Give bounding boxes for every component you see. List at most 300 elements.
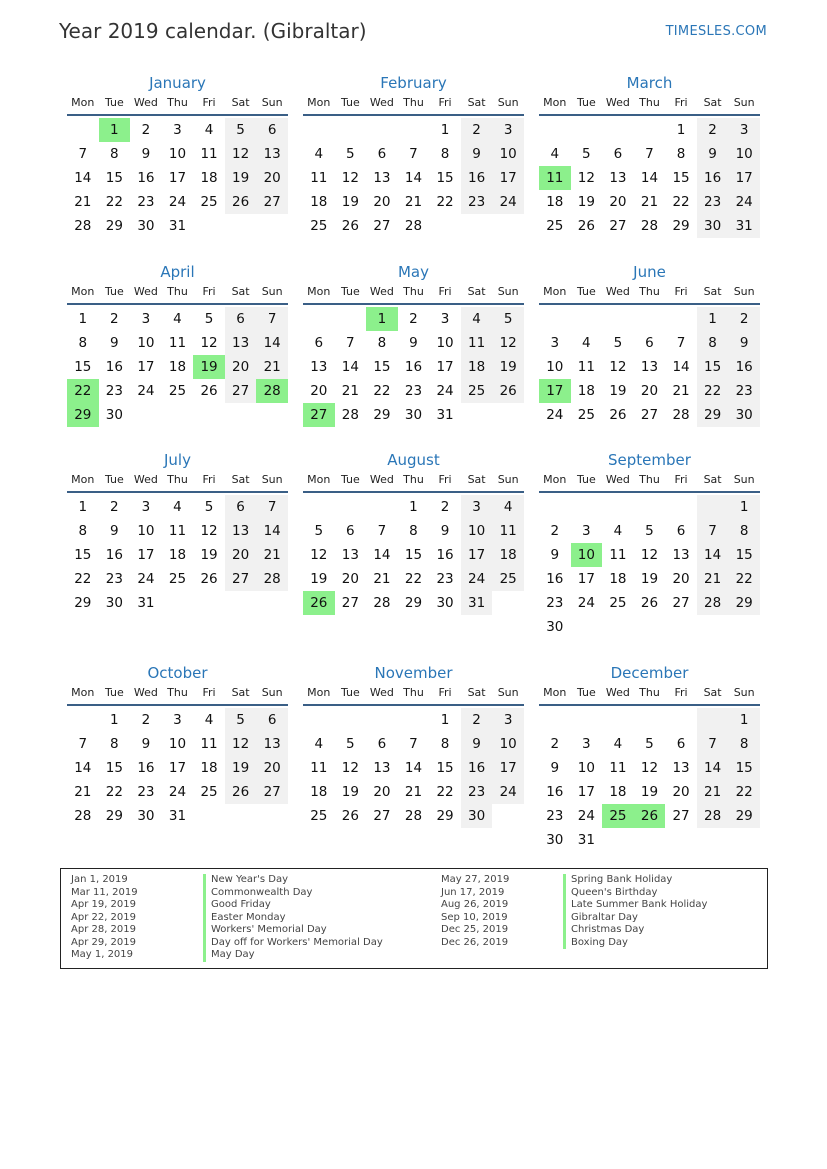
day-cell: 1 bbox=[110, 712, 119, 728]
day-cell: 6 bbox=[225, 307, 257, 331]
empty-day-cell bbox=[303, 708, 335, 732]
day-cell: 21 bbox=[74, 784, 92, 800]
brand-logo-text[interactable]: TIMESLES.COM bbox=[665, 24, 767, 39]
day-cell: 10 bbox=[137, 335, 155, 351]
day-cell: 29 bbox=[105, 808, 123, 824]
weekday-label: Tue bbox=[340, 96, 360, 109]
legend-holiday-name: New Year's Day bbox=[203, 874, 383, 887]
day-cell: 13 bbox=[672, 760, 690, 776]
month-february bbox=[303, 72, 524, 238]
weekday-label: Mon bbox=[307, 285, 331, 298]
day-cell: 30 bbox=[546, 619, 564, 635]
legend-date: Dec 26, 2019 bbox=[441, 936, 509, 948]
day-cell: 18 bbox=[577, 383, 595, 399]
month-june bbox=[539, 261, 760, 427]
day-cell: 23 bbox=[105, 383, 123, 399]
day-cell: 29 bbox=[404, 595, 423, 611]
day-cell: 24 bbox=[492, 190, 524, 214]
legend-holiday-name: Spring Bank Holiday bbox=[563, 874, 707, 887]
day-cell: 2 bbox=[141, 122, 151, 138]
day-cell: 27 bbox=[256, 190, 288, 214]
day-cell: 5 bbox=[346, 146, 355, 162]
day-cell: 15 bbox=[672, 170, 690, 186]
day-grid bbox=[303, 118, 524, 238]
day-cell: 1 bbox=[78, 499, 88, 515]
day-cell: 21 bbox=[256, 355, 288, 379]
day-cell: 23 bbox=[461, 780, 493, 804]
weekday-label: Fri bbox=[438, 473, 452, 486]
weekday-label: Tue bbox=[340, 473, 360, 486]
day-cell: 12 bbox=[492, 331, 524, 355]
empty-day-cell bbox=[67, 708, 99, 732]
day-cell: 21 bbox=[256, 543, 288, 567]
day-cell: 4 bbox=[613, 736, 623, 752]
day-cell: 24 bbox=[137, 571, 155, 587]
day-cell: 10 bbox=[436, 335, 454, 351]
day-cell: 27 bbox=[609, 218, 627, 234]
day-cell: 9 bbox=[697, 142, 729, 166]
weekday-label: Wed bbox=[605, 96, 630, 109]
day-cell: 16 bbox=[404, 359, 423, 375]
day-cell: 26 bbox=[225, 780, 257, 804]
day-cell: 25 bbox=[492, 567, 524, 591]
day-cell: 19 bbox=[640, 784, 659, 800]
day-cell: 6 bbox=[676, 736, 686, 752]
day-cell: 24 bbox=[436, 383, 454, 399]
weekday-label: Wed bbox=[133, 285, 158, 298]
day-cell: 20 bbox=[672, 571, 690, 587]
empty-day-cell bbox=[697, 495, 729, 519]
day-cell: 25 bbox=[577, 407, 595, 423]
day-cell: 29 bbox=[373, 407, 391, 423]
day-cell: 27 bbox=[303, 403, 335, 427]
day-cell: 28 bbox=[74, 218, 92, 234]
day-cell: 24 bbox=[577, 595, 595, 611]
empty-day-cell bbox=[571, 495, 603, 519]
day-cell: 5 bbox=[582, 146, 591, 162]
day-cell: 25 bbox=[546, 218, 564, 234]
day-cell: 12 bbox=[609, 359, 627, 375]
day-cell: 8 bbox=[110, 146, 119, 162]
day-cell: 2 bbox=[728, 307, 760, 331]
empty-day-cell bbox=[634, 708, 666, 732]
weekday-label: Sat bbox=[467, 686, 486, 699]
holiday-legend bbox=[60, 868, 768, 969]
day-cell: 23 bbox=[137, 194, 155, 210]
day-cell: 12 bbox=[310, 547, 328, 563]
weekday-header bbox=[303, 94, 524, 116]
day-cell: 27 bbox=[640, 407, 659, 423]
day-cell: 6 bbox=[256, 118, 288, 142]
day-cell: 20 bbox=[373, 194, 391, 210]
day-cell: 29 bbox=[436, 808, 454, 824]
day-grid bbox=[303, 708, 524, 828]
day-cell: 10 bbox=[577, 760, 595, 776]
day-cell: 20 bbox=[256, 166, 288, 190]
weekday-label: Mon bbox=[307, 686, 331, 699]
day-cell: 2 bbox=[110, 311, 119, 327]
day-cell: 1 bbox=[99, 118, 131, 142]
day-cell: 25 bbox=[168, 383, 187, 399]
weekday-label: Thu bbox=[167, 285, 188, 298]
day-cell: 11 bbox=[539, 166, 571, 190]
day-cell: 10 bbox=[492, 732, 524, 756]
empty-day-cell bbox=[335, 307, 367, 331]
empty-day-cell bbox=[366, 708, 398, 732]
day-cell: 12 bbox=[225, 732, 257, 756]
day-cell: 17 bbox=[168, 760, 187, 776]
day-cell: 27 bbox=[341, 595, 359, 611]
empty-day-cell bbox=[665, 495, 697, 519]
day-cell: 23 bbox=[546, 595, 564, 611]
day-cell: 13 bbox=[373, 760, 391, 776]
day-cell: 1 bbox=[78, 311, 88, 327]
day-cell: 3 bbox=[728, 118, 760, 142]
day-cell: 26 bbox=[341, 808, 359, 824]
legend-holiday-name: Queen's Birthday bbox=[563, 887, 707, 900]
day-cell: 16 bbox=[436, 547, 454, 563]
weekday-label: Mon bbox=[307, 473, 331, 486]
day-cell: 28 bbox=[404, 218, 423, 234]
weekday-label: Sat bbox=[703, 96, 722, 109]
legend-date: Mar 11, 2019 bbox=[71, 886, 138, 898]
day-cell: 14 bbox=[672, 359, 690, 375]
day-cell: 31 bbox=[137, 595, 155, 611]
day-cell: 9 bbox=[141, 146, 151, 162]
day-cell: 15 bbox=[728, 756, 760, 780]
day-cell: 4 bbox=[461, 307, 493, 331]
empty-day-cell bbox=[634, 118, 666, 142]
day-cell: 31 bbox=[168, 218, 187, 234]
legend-right-names bbox=[563, 874, 707, 949]
weekday-label: Sat bbox=[231, 473, 250, 486]
day-cell: 7 bbox=[697, 732, 729, 756]
weekday-label: Thu bbox=[403, 473, 424, 486]
day-cell: 5 bbox=[645, 523, 654, 539]
day-cell: 11 bbox=[310, 170, 328, 186]
day-cell: 21 bbox=[404, 194, 423, 210]
day-cell: 4 bbox=[314, 736, 324, 752]
weekday-label: Fri bbox=[202, 285, 216, 298]
weekday-label: Thu bbox=[403, 686, 424, 699]
empty-day-cell bbox=[335, 708, 367, 732]
weekday-label: Sun bbox=[497, 285, 519, 298]
weekday-label: Sat bbox=[703, 285, 722, 298]
day-cell: 28 bbox=[640, 218, 659, 234]
day-cell: 18 bbox=[609, 571, 627, 587]
empty-day-cell bbox=[539, 307, 571, 331]
page-title: Year 2019 calendar. (Gibraltar) bbox=[59, 19, 367, 43]
weekday-label: Mon bbox=[543, 285, 567, 298]
weekday-label: Wed bbox=[605, 285, 630, 298]
day-cell: 13 bbox=[225, 519, 257, 543]
day-cell: 18 bbox=[492, 543, 524, 567]
day-cell: 3 bbox=[141, 311, 151, 327]
weekday-label: Sun bbox=[261, 473, 283, 486]
day-cell: 3 bbox=[173, 712, 182, 728]
month-august bbox=[303, 449, 524, 615]
day-cell: 8 bbox=[728, 519, 760, 543]
weekday-label: Tue bbox=[576, 285, 596, 298]
day-cell: 24 bbox=[728, 190, 760, 214]
weekday-label: Sun bbox=[261, 285, 283, 298]
day-cell: 8 bbox=[440, 736, 450, 752]
day-cell: 7 bbox=[409, 146, 418, 162]
weekday-header bbox=[539, 471, 760, 493]
empty-day-cell bbox=[602, 708, 634, 732]
day-cell: 2 bbox=[440, 499, 450, 515]
day-cell: 23 bbox=[404, 383, 423, 399]
empty-day-cell bbox=[634, 495, 666, 519]
day-cell: 14 bbox=[697, 756, 729, 780]
day-cell: 12 bbox=[341, 760, 359, 776]
day-cell: 1 bbox=[728, 495, 760, 519]
day-cell: 14 bbox=[404, 760, 423, 776]
day-cell: 30 bbox=[697, 214, 729, 238]
day-cell: 26 bbox=[634, 804, 666, 828]
day-cell: 23 bbox=[546, 808, 564, 824]
day-cell: 29 bbox=[697, 403, 729, 427]
day-cell: 23 bbox=[461, 190, 493, 214]
day-cell: 31 bbox=[728, 214, 760, 238]
legend-holiday-name: Easter Monday bbox=[203, 912, 383, 925]
month-name: February bbox=[380, 74, 447, 92]
day-cell: 30 bbox=[546, 832, 564, 848]
legend-date: Jan 1, 2019 bbox=[71, 874, 128, 885]
day-cell: 9 bbox=[141, 736, 151, 752]
day-cell: 18 bbox=[461, 355, 493, 379]
day-cell: 25 bbox=[602, 804, 634, 828]
day-grid bbox=[67, 307, 288, 427]
day-cell: 17 bbox=[168, 170, 187, 186]
weekday-label: Wed bbox=[133, 686, 158, 699]
day-cell: 14 bbox=[256, 331, 288, 355]
day-cell: 27 bbox=[672, 808, 690, 824]
day-cell: 17 bbox=[137, 359, 155, 375]
day-cell: 24 bbox=[461, 567, 493, 591]
day-cell: 11 bbox=[168, 523, 187, 539]
day-cell: 5 bbox=[613, 335, 623, 351]
weekday-header bbox=[67, 283, 288, 305]
weekday-label: Sat bbox=[703, 686, 722, 699]
empty-day-cell bbox=[665, 708, 697, 732]
day-cell: 4 bbox=[204, 712, 214, 728]
weekday-label: Mon bbox=[543, 686, 567, 699]
day-cell: 22 bbox=[105, 784, 123, 800]
legend-date: Dec 25, 2019 bbox=[441, 924, 509, 935]
day-cell: 6 bbox=[346, 523, 355, 539]
day-cell: 21 bbox=[74, 194, 92, 210]
day-cell: 21 bbox=[640, 194, 659, 210]
day-cell: 4 bbox=[173, 311, 182, 327]
day-cell: 28 bbox=[256, 379, 288, 403]
day-cell: 5 bbox=[225, 708, 257, 732]
weekday-label: Fri bbox=[202, 473, 216, 486]
day-cell: 20 bbox=[310, 383, 328, 399]
day-cell: 16 bbox=[728, 355, 760, 379]
day-grid bbox=[539, 495, 760, 639]
day-cell: 14 bbox=[256, 519, 288, 543]
day-cell: 8 bbox=[409, 523, 418, 539]
day-cell: 26 bbox=[200, 571, 218, 587]
day-cell: 8 bbox=[728, 732, 760, 756]
day-cell: 23 bbox=[105, 571, 123, 587]
day-cell: 28 bbox=[373, 595, 391, 611]
day-cell: 10 bbox=[461, 519, 493, 543]
day-cell: 9 bbox=[440, 523, 450, 539]
weekday-label: Tue bbox=[104, 285, 124, 298]
day-cell: 9 bbox=[550, 760, 560, 776]
weekday-label: Thu bbox=[167, 473, 188, 486]
day-cell: 19 bbox=[609, 383, 627, 399]
month-name: August bbox=[387, 451, 440, 469]
weekday-label: Sat bbox=[467, 285, 486, 298]
day-cell: 10 bbox=[728, 142, 760, 166]
day-cell: 26 bbox=[341, 218, 359, 234]
day-cell: 2 bbox=[110, 499, 119, 515]
empty-day-cell bbox=[539, 118, 571, 142]
day-cell: 1 bbox=[366, 307, 398, 331]
day-cell: 1 bbox=[440, 712, 450, 728]
day-cell: 22 bbox=[74, 571, 92, 587]
day-cell: 26 bbox=[640, 595, 659, 611]
weekday-label: Wed bbox=[605, 686, 630, 699]
day-cell: 21 bbox=[373, 571, 391, 587]
month-october bbox=[67, 662, 288, 828]
day-cell: 15 bbox=[373, 359, 391, 375]
weekday-header bbox=[67, 684, 288, 706]
day-cell: 18 bbox=[310, 784, 328, 800]
month-july bbox=[67, 449, 288, 615]
day-cell: 10 bbox=[492, 142, 524, 166]
day-cell: 9 bbox=[550, 547, 560, 563]
weekday-label: Thu bbox=[403, 285, 424, 298]
weekday-header bbox=[67, 94, 288, 116]
day-cell: 30 bbox=[137, 218, 155, 234]
day-cell: 6 bbox=[225, 495, 257, 519]
month-name: April bbox=[160, 263, 195, 281]
day-cell: 22 bbox=[672, 194, 690, 210]
day-cell: 8 bbox=[78, 335, 88, 351]
empty-day-cell bbox=[571, 307, 603, 331]
legend-date: Apr 28, 2019 bbox=[71, 924, 137, 935]
day-cell: 17 bbox=[436, 359, 454, 375]
day-cell: 3 bbox=[461, 495, 493, 519]
day-cell: 20 bbox=[373, 784, 391, 800]
day-cell: 11 bbox=[200, 736, 218, 752]
day-cell: 26 bbox=[303, 591, 335, 615]
legend-date: Apr 22, 2019 bbox=[71, 911, 137, 923]
day-cell: 16 bbox=[105, 547, 123, 563]
weekday-label: Sun bbox=[733, 96, 755, 109]
weekday-label: Thu bbox=[639, 473, 660, 486]
day-cell: 30 bbox=[105, 595, 123, 611]
empty-day-cell bbox=[602, 118, 634, 142]
weekday-label: Sun bbox=[261, 96, 283, 109]
day-cell: 3 bbox=[582, 736, 591, 752]
day-cell: 17 bbox=[461, 543, 493, 567]
empty-day-cell bbox=[398, 118, 430, 142]
weekday-label: Tue bbox=[340, 285, 360, 298]
day-cell: 14 bbox=[74, 170, 92, 186]
month-november bbox=[303, 662, 524, 828]
weekday-label: Tue bbox=[340, 686, 360, 699]
day-cell: 19 bbox=[640, 571, 659, 587]
day-cell: 22 bbox=[728, 567, 760, 591]
day-cell: 2 bbox=[141, 712, 151, 728]
day-cell: 17 bbox=[577, 571, 595, 587]
empty-day-cell bbox=[571, 118, 603, 142]
day-cell: 12 bbox=[200, 523, 218, 539]
day-cell: 11 bbox=[577, 359, 595, 375]
day-cell: 16 bbox=[546, 571, 564, 587]
day-cell: 17 bbox=[492, 166, 524, 190]
empty-day-cell bbox=[366, 495, 398, 519]
day-cell: 14 bbox=[404, 170, 423, 186]
day-cell: 20 bbox=[225, 543, 257, 567]
legend-left-names bbox=[203, 874, 383, 962]
day-cell: 13 bbox=[373, 170, 391, 186]
weekday-label: Thu bbox=[403, 96, 424, 109]
day-cell: 18 bbox=[200, 170, 218, 186]
day-cell: 7 bbox=[377, 523, 387, 539]
weekday-label: Mon bbox=[71, 96, 95, 109]
month-december bbox=[539, 662, 760, 852]
day-grid bbox=[303, 307, 524, 427]
day-cell: 16 bbox=[461, 166, 493, 190]
day-cell: 22 bbox=[728, 780, 760, 804]
day-cell: 16 bbox=[137, 170, 155, 186]
weekday-label: Fri bbox=[674, 285, 688, 298]
month-name: July bbox=[164, 451, 191, 469]
day-cell: 3 bbox=[141, 499, 151, 515]
day-cell: 11 bbox=[609, 760, 627, 776]
empty-day-cell bbox=[634, 307, 666, 331]
weekday-label: Sun bbox=[733, 285, 755, 298]
day-cell: 9 bbox=[110, 523, 119, 539]
day-cell: 7 bbox=[256, 307, 288, 331]
empty-day-cell bbox=[303, 495, 335, 519]
legend-holiday-name: Day off for Workers' Memorial Day bbox=[203, 937, 383, 950]
day-cell: 4 bbox=[173, 499, 182, 515]
day-cell: 24 bbox=[137, 383, 155, 399]
day-cell: 2 bbox=[461, 118, 493, 142]
weekday-label: Fri bbox=[438, 96, 452, 109]
day-cell: 8 bbox=[440, 146, 450, 162]
weekday-label: Wed bbox=[369, 473, 394, 486]
legend-date: May 27, 2019 bbox=[441, 874, 510, 885]
day-cell: 21 bbox=[672, 383, 690, 399]
weekday-label: Tue bbox=[576, 686, 596, 699]
empty-day-cell bbox=[602, 495, 634, 519]
day-cell: 10 bbox=[168, 736, 187, 752]
day-cell: 30 bbox=[137, 808, 155, 824]
day-cell: 21 bbox=[697, 567, 729, 591]
legend-holiday-name: Gibraltar Day bbox=[563, 912, 707, 925]
day-cell: 20 bbox=[256, 756, 288, 780]
day-cell: 29 bbox=[74, 595, 92, 611]
weekday-header bbox=[303, 283, 524, 305]
day-cell: 4 bbox=[492, 495, 524, 519]
day-cell: 27 bbox=[256, 780, 288, 804]
weekday-label: Mon bbox=[543, 473, 567, 486]
day-cell: 20 bbox=[609, 194, 627, 210]
month-april bbox=[67, 261, 288, 427]
empty-day-cell bbox=[539, 708, 571, 732]
weekday-header bbox=[67, 471, 288, 493]
month-march bbox=[539, 72, 760, 238]
day-cell: 12 bbox=[200, 335, 218, 351]
